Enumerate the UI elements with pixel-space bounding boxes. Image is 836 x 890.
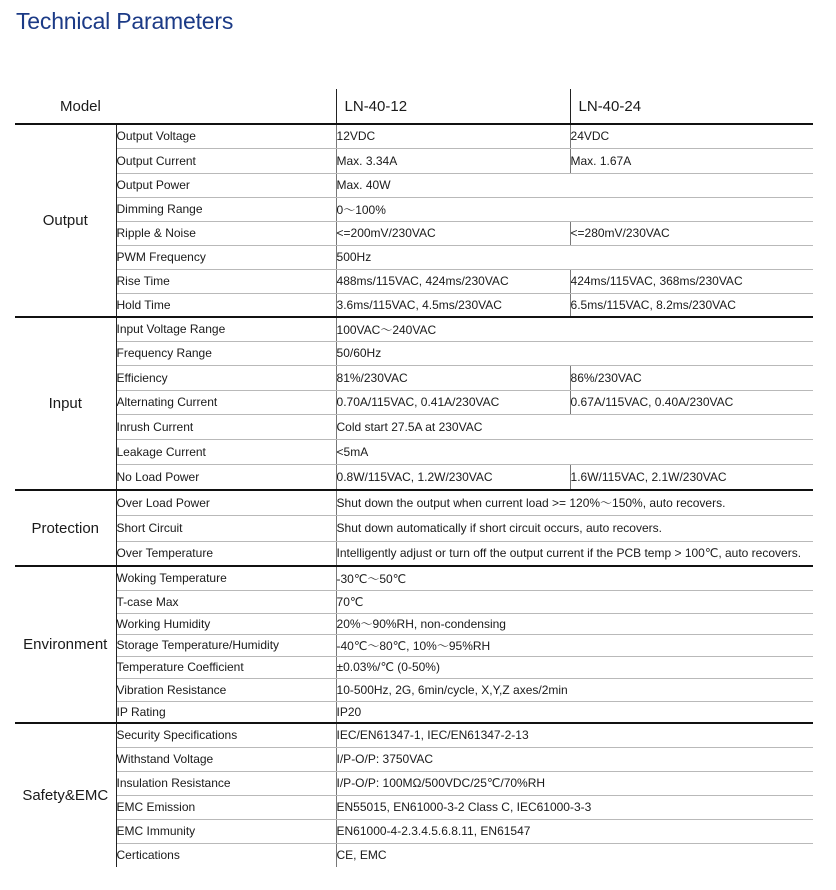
table-row — [15, 541, 813, 566]
parameter-name: EMC Immunity — [116, 819, 336, 843]
value-ln-40-24: 86%/230VAC — [570, 365, 813, 390]
table-row — [15, 656, 813, 678]
parameter-name: Hold Time — [116, 293, 336, 317]
table-row — [15, 490, 813, 515]
table-row — [15, 590, 813, 613]
table-row — [15, 747, 813, 771]
parameter-name: Output Current — [116, 148, 336, 173]
parameter-value: 500Hz — [336, 245, 813, 269]
value-ln-40-24: 1.6W/115VAC, 2.1W/230VAC — [570, 469, 727, 484]
parameter-value: 50/60Hz — [336, 341, 813, 365]
parameter-value: Intelligently adjust or turn off the output current if the PCB temp > 100℃, auto recovers. — [336, 546, 802, 561]
table-row — [15, 365, 813, 390]
parameter-value: -30℃～50℃ — [336, 566, 813, 590]
table-row — [15, 148, 813, 173]
parameter-name: Withstand Voltage — [116, 747, 336, 771]
table-row — [15, 173, 813, 197]
table-row — [15, 221, 813, 245]
parameter-name: IP Rating — [116, 701, 336, 723]
parameter-value: -40℃～80℃, 10%～95%RH — [336, 634, 813, 656]
parameter-value: 20%～90%RH, non-condensing — [336, 613, 813, 634]
value-ln-40-24: <=280mV/230VAC — [570, 221, 813, 245]
parameter-name: Leakage Current — [116, 439, 336, 464]
table-row — [15, 613, 813, 634]
parameter-name: Woking Temperature — [116, 566, 336, 590]
value-ln-40-24: 24VDC — [570, 124, 813, 148]
parameter-value: EN55015, EN61000-3-2 Class C, IEC61000-3-3 — [336, 795, 813, 819]
parameter-value: CE, EMC — [336, 848, 387, 863]
parameter-value: 70℃ — [336, 590, 813, 613]
table-row — [15, 317, 813, 341]
value-ln-40-12: 488ms/115VAC, 424ms/230VAC — [336, 269, 570, 293]
parameter-value: EN61000-4-2.3.4.5.6.8.11, EN61547 — [336, 819, 813, 843]
value-ln-40-24: Max. 1.67A — [570, 148, 813, 173]
parameter-value: ±0.03%/℃ (0-50%) — [336, 656, 813, 678]
value-ln-40-12: 0.70A/115VAC, 0.41A/230VAC — [336, 390, 570, 414]
value-ln-40-24: 6.5ms/115VAC, 8.2ms/230VAC — [570, 297, 736, 312]
parameter-name: Ripple & Noise — [116, 221, 336, 245]
parameter-value: 100VAC～240VAC — [336, 317, 813, 341]
table-row — [15, 245, 813, 269]
parameter-name: Certications — [116, 843, 336, 867]
value-ln-40-12: 81%/230VAC — [336, 365, 570, 390]
parameter-value: I/P-O/P: 100MΩ/500VDC/25℃/70%RH — [336, 771, 813, 795]
parameter-name: Vibration Resistance — [116, 678, 336, 701]
group-label: Protection — [15, 490, 116, 566]
parameter-value: Cold start 27.5A at 230VAC — [336, 414, 813, 439]
group-label: Safety&EMC — [15, 723, 116, 867]
table-row — [15, 269, 813, 293]
table-row — [15, 843, 813, 867]
technical-parameters-table — [15, 89, 813, 867]
table-row — [15, 795, 813, 819]
parameter-value: Max. 40W — [336, 173, 813, 197]
parameter-name: Dimming Range — [116, 197, 336, 221]
parameter-name: EMC Emission — [116, 795, 336, 819]
table-row — [15, 414, 813, 439]
value-ln-40-12: 12VDC — [336, 124, 570, 148]
table-row — [15, 634, 813, 656]
model-ln-40-24: LN-40-24 — [570, 89, 813, 124]
table-header-row — [15, 89, 813, 124]
table-row — [15, 439, 813, 464]
value-ln-40-24: 424ms/115VAC, 368ms/230VAC — [570, 269, 813, 293]
parameter-name: Alternating Current — [116, 390, 336, 414]
value-ln-40-24: 0.67A/115VAC, 0.40A/230VAC — [570, 390, 813, 414]
table-row — [15, 390, 813, 414]
parameter-value: 0～100% — [336, 197, 813, 221]
group-label: Output — [15, 124, 116, 317]
table-row — [15, 566, 813, 590]
parameter-name: Over Load Power — [116, 490, 336, 515]
parameter-name: Storage Temperature/Humidity — [116, 634, 336, 656]
parameter-name: Frequency Range — [116, 341, 336, 365]
page-title: Technical Parameters — [16, 8, 234, 34]
parameter-name: Inrush Current — [116, 414, 336, 439]
table-row — [15, 341, 813, 365]
parameter-name: T-case Max — [116, 590, 336, 613]
parameter-name: Over Temperature — [116, 541, 336, 566]
parameter-name: Rise Time — [116, 269, 336, 293]
table-row — [15, 293, 813, 317]
table-body — [15, 124, 813, 867]
parameter-name: Working Humidity — [116, 613, 336, 634]
table-row — [15, 819, 813, 843]
group-label: Environment — [15, 566, 116, 723]
parameter-name: Insulation Resistance — [116, 771, 336, 795]
table-row — [15, 723, 813, 747]
parameter-value: Shut down automatically if short circuit occurs, auto recovers. — [336, 515, 813, 541]
parameter-value: <5mA — [336, 439, 813, 464]
parameter-name: PWM Frequency — [116, 245, 336, 269]
parameter-name: Output Power — [116, 173, 336, 197]
parameter-name: Efficiency — [116, 365, 336, 390]
parameter-name: Output Voltage — [116, 124, 336, 148]
table-row — [15, 701, 813, 723]
table-row — [15, 771, 813, 795]
group-label: Input — [15, 317, 116, 490]
model-ln-40-12: LN-40-12 — [336, 89, 570, 124]
parameter-value: IEC/EN61347-1, IEC/EN61347-2-13 — [336, 723, 813, 747]
parameter-value: Shut down the output when current load >= 120%～150%, auto recovers. — [336, 490, 813, 515]
parameter-value: 10-500Hz, 2G, 6min/cycle, X,Y,Z axes/2min — [336, 678, 813, 701]
value-ln-40-12: <=200mV/230VAC — [336, 221, 570, 245]
table-row — [15, 197, 813, 221]
model-label: Model — [15, 89, 336, 124]
parameter-name: No Load Power — [116, 464, 336, 490]
value-ln-40-12: 3.6ms/115VAC, 4.5ms/230VAC — [336, 293, 570, 317]
parameter-name: Short Circuit — [116, 515, 336, 541]
table-row — [15, 464, 813, 490]
table-row — [15, 678, 813, 701]
value-ln-40-12: 0.8W/115VAC, 1.2W/230VAC — [336, 464, 570, 490]
parameter-name: Input Voltage Range — [116, 317, 336, 341]
value-ln-40-12: Max. 3.34A — [336, 148, 570, 173]
parameter-name: Security Specifications — [116, 723, 336, 747]
parameter-value: I/P-O/P: 3750VAC — [336, 747, 813, 771]
parameter-value: IP20 — [336, 704, 362, 719]
table-row — [15, 124, 813, 148]
parameter-name: Temperature Coefficient — [116, 656, 336, 678]
table-row — [15, 515, 813, 541]
